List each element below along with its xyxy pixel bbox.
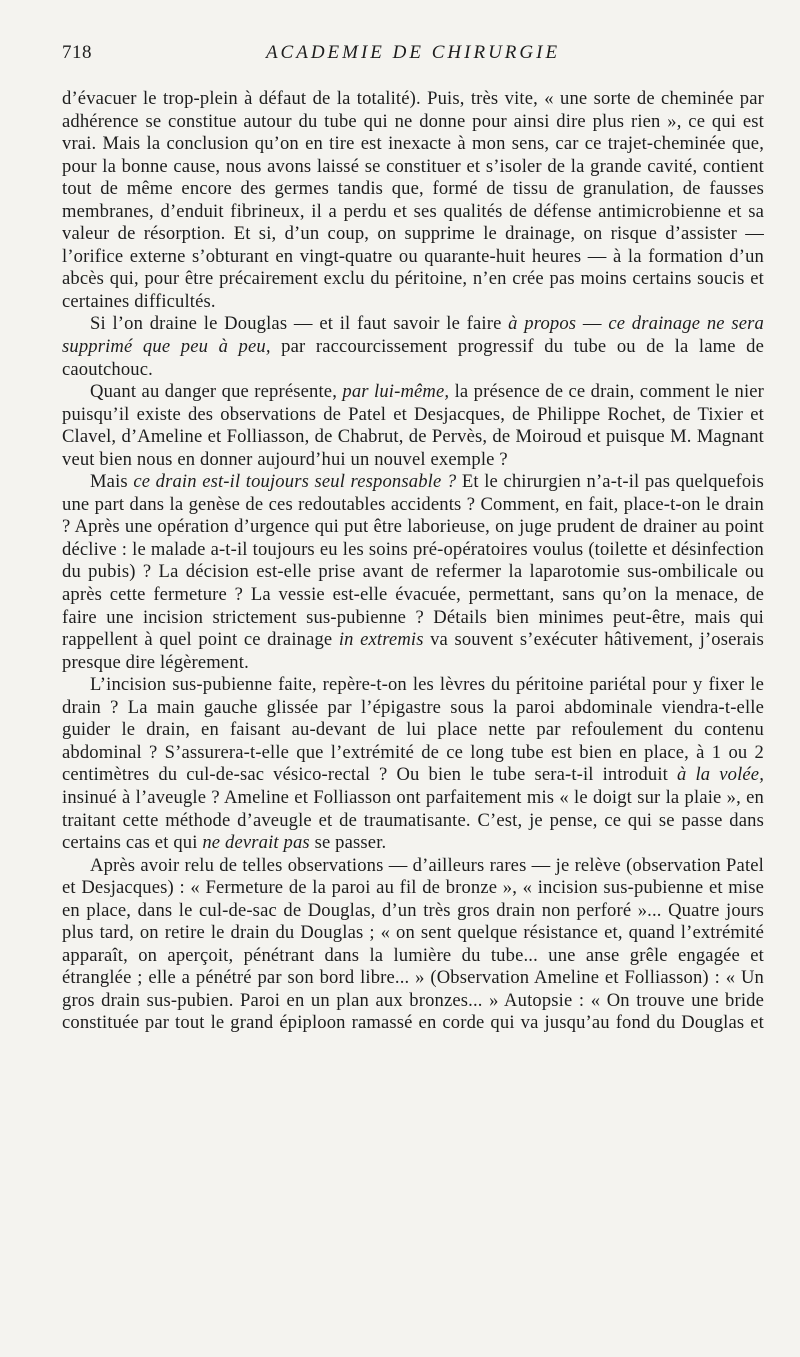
text-run: — xyxy=(576,313,609,335)
paragraph xyxy=(62,471,764,674)
italic-run: ce drain est-il toujours seul responsable ? xyxy=(133,471,457,493)
text-run: Si l’on draine le Douglas — et il faut savoir le faire xyxy=(90,313,509,335)
page-number: 718 xyxy=(62,42,92,63)
text-run: va souvent s’exécuter hâtivement, j’oserais presque dire légèrement. xyxy=(62,629,764,673)
italic-run: par lui-même, xyxy=(342,381,450,403)
text-run: par raccourcissement progressif du tube ou de la lame de caoutchouc. xyxy=(62,336,764,380)
text-run: Et le chirurgien n’a-t-il pas quelquefois une part dans la genèse de ces redoutables accidents ? Comment, en fait, place-t-on le drain ? Après une opération d’urgence qui put être laborieuse, on juge prudent de drainer au point déclive : le malade a-t-il toujours eu les soins pré-opératoires voulus (toilette et désinfection du pubis) ? La décision est-elle prise avant de refermer la laparotomie sus-ombilicale ou après cette fermeture ? La vessie est-elle évacuée, permettant, sans qu’on la menace, de faire une incision strictement sus-pubienne ? Détails bien minimes peut-être, mais qui rappellent à quel point ce drainage xyxy=(62,471,764,651)
text-run: se passer. xyxy=(309,832,387,854)
italic-run: in extremis xyxy=(338,629,424,651)
paragraph xyxy=(62,855,764,1035)
running-header xyxy=(62,42,764,68)
paragraph xyxy=(62,88,764,313)
text-run: insinué à l’aveugle ? Ameline et Folliasson ont parfaitement mis « le doigt sur la plaie », en traitant cette méthode d’aveugle et de traumatisante. C’est, je pense, ce qui se passe dans certains cas et qui xyxy=(62,786,764,854)
text-run: la présence de ce drain, comment le nier puisqu’il existe des observations de Patel et Desjacques, de Philippe Rochet, de Tixier et Clavel, d’Ameline et Folliasson, de Chabrut, de Pervès, de Moiroud et puisque M. Magnant veut bien nous en donner aujourd’hui un nouvel exemple ? xyxy=(62,381,765,470)
paragraph xyxy=(62,381,764,471)
paragraph xyxy=(62,674,764,854)
text-run: Quant au danger que représente, xyxy=(90,381,343,403)
italic-run: à propos xyxy=(508,313,577,335)
text-run: d’évacuer le trop-plein à défaut de la totalité). Puis, très vite, « une sorte de cheminée par adhérence se constitue autour du tube qui ne donne pour ainsi dire plus rien », ce qui est vrai. Mais la conclusion qu’on en tire est inexacte à mon sens, car ce trajet-cheminée que, pour la bonne cause, nous avons laissé se constituer et s’isoler de la grande cavité, contient tout de même encore des germes tandis que, formé de tissu de granulation, de fausses membranes, d’enduit fibrineux, il a perdu et ses qualités de défense antimicrobienne et sa valeur de résorption. Et si, d’un coup, on supprime le drainage, on risque d’assister — l’orifice externe s’obturant en vingt-quatre ou quarante-huit heures — à la formation d’un abcès qui, pour être précairement exclu du péritoine, n’en crée pas moins certains soucis et certaines difficultés. xyxy=(62,88,764,312)
italic-run: ce drainage ne sera supprimé que peu à peu, xyxy=(62,313,764,358)
article-body xyxy=(62,88,764,1035)
journal-title: ACADEMIE DE CHIRURGIE xyxy=(265,42,561,63)
paragraph xyxy=(62,313,764,381)
text-run: Mais xyxy=(90,471,134,493)
text-run: L’incision sus-pubienne faite, repère-t-on les lèvres du péritoine pariétal pour y fixer le drain ? La main gauche glissée par l’épigastre sous la paroi abdominale viendra-t-elle guider le drain, en faisant au-devant de lui place nette par refoulement du contenu abdominal ? S’assurera-t-elle que l’extrémité de ce long tube est bien en place, à 1 ou 2 centimètres du cul-de-sac vésico-rectal ? Ou bien le tube sera-t-il introduit xyxy=(62,674,764,786)
italic-run: à la volée, xyxy=(677,764,764,786)
italic-run: ne devrait pas xyxy=(202,832,310,854)
text-run: Après avoir relu de telles observations — d’ailleurs rares — je relève (observation Patel et Desjacques) : « Fermeture de la paroi au fil de bronze », « incision sus-pubienne et mise en place, dans le cul-de-sac de Douglas, d’un très gros drain non perforé »... Quatre jours plus tard, on retire le drain du Douglas ; « on sent quelque résistance et, quand l’extrémité apparaît, on aperçoit, pénétrant dans la lumière du tube... une anse grêle engagée et étranglée ; elle a pénétré par son bord libre... » (Observation Ameline et Folliasson) : « Un gros drain sus-pubien. Paroi en un plan aux bronzes... » Autopsie : « On trouve une bride constituée par tout le grand épiploon ramassé en corde qui va jusqu’au fond du Douglas et xyxy=(62,854,764,1034)
